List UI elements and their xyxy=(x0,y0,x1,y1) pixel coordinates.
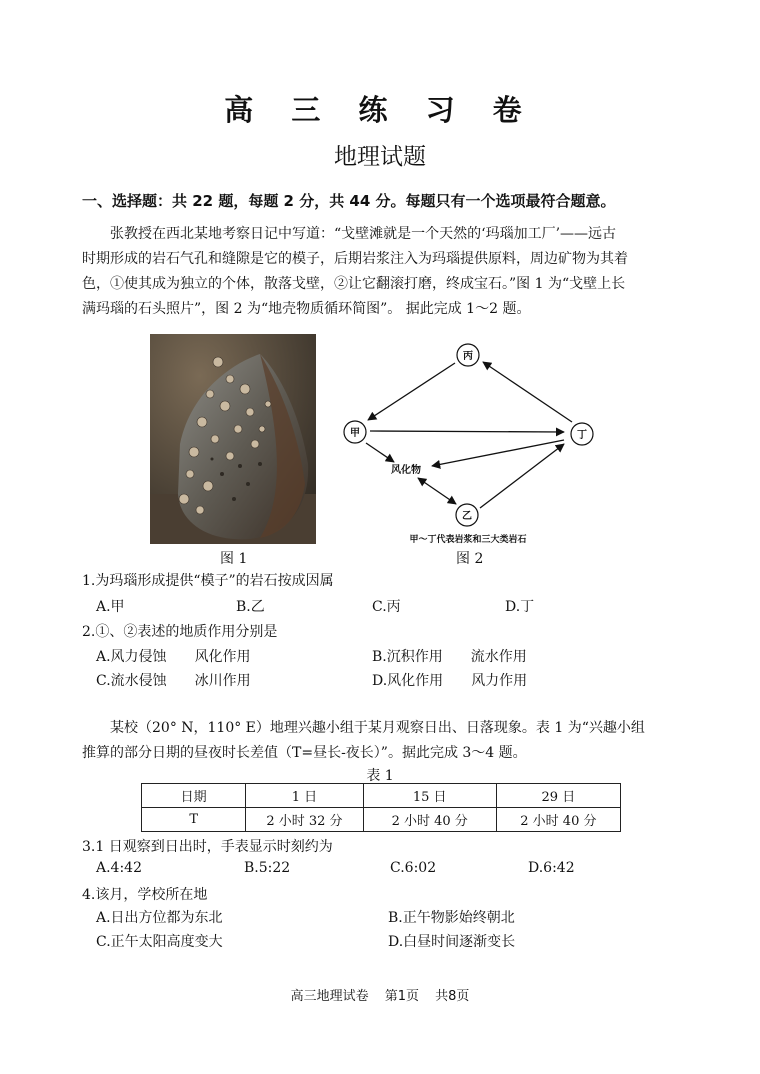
q2-option-b-first: B.沉积作用 xyxy=(372,649,443,665)
table-cell: 15 日 xyxy=(363,784,496,808)
label-ding: 丁 xyxy=(577,430,587,441)
q2-option-d-second: 风力作用 xyxy=(471,673,528,689)
question-2-stem: 2.①、②表述的地质作用分别是 xyxy=(82,624,278,640)
q2-option-a xyxy=(96,646,251,666)
question-1-stem: 1.为玛瑙形成提供“模子”的岩石按成因属 xyxy=(82,573,334,589)
q2-option-b-second: 流水作用 xyxy=(470,649,527,665)
intro-line: 推算的部分日期的昼夜时长差值（T=昼长-夜长）”。据此完成 3～4 题。 xyxy=(82,745,527,761)
intro-line: 某校（20° N，110° E）地理兴趣小组于某月观察日出、日落现象。表 1 为“兴趣小组 xyxy=(110,720,645,736)
figure-1-rock-photo xyxy=(150,334,316,544)
q2-option-a-second: 风化作用 xyxy=(194,649,251,665)
question-4-stem: 4.该月，学校所在地 xyxy=(82,887,208,903)
q1-option-a: A.甲 xyxy=(96,599,125,615)
section-heading: 一、选择题：共 22 题，每题 2 分，共 44 分。每题只有一个选项最符合题意。 xyxy=(82,192,616,210)
page-subtitle: 地理试题 xyxy=(334,144,426,170)
intro-line: 色，①使其成为独立的个体，散落戈壁，②让它翻滚打磨，终成宝石。”图 1 为“戈壁上长 xyxy=(82,276,626,292)
q2-option-c-second: 冰川作用 xyxy=(194,673,251,689)
diagram-note: 甲～丁代表岩浆和三大类岩石 xyxy=(409,535,527,545)
label-jia: 甲 xyxy=(350,428,360,439)
q2-option-c xyxy=(96,670,251,690)
table-cell: 2 小时 32 分 xyxy=(246,808,363,832)
arrow-jia-to-ding xyxy=(370,431,564,432)
question-3-stem: 3.1 日观察到日出时，手表显示时刻约为 xyxy=(82,839,333,855)
q3-option-b: B.5:22 xyxy=(244,860,291,876)
arrow-ding-to-bing xyxy=(483,362,572,422)
q2-option-c-first: C.流水侵蚀 xyxy=(96,673,167,689)
page-title: 高 三 练 习 卷 xyxy=(224,93,536,127)
intro-paragraph-1 xyxy=(82,222,704,322)
q4-option-d: D.白昼时间逐渐变长 xyxy=(388,934,516,950)
table-cell: 日期 xyxy=(142,784,246,808)
q1-option-c: C.丙 xyxy=(372,599,401,615)
q3-option-a: A.4:42 xyxy=(96,860,142,876)
intro-line: 时期形成的岩石气孔和缝隙是它的模子，后期岩浆注入为玛瑙提供原料，周边矿物为其着 xyxy=(82,251,628,267)
table-cell: 2 小时 40 分 xyxy=(496,808,620,832)
q1-option-d: D.丁 xyxy=(505,599,535,615)
q3-option-c: C.6:02 xyxy=(390,860,437,876)
footer-exam-name: 高三地理试卷 xyxy=(290,989,369,1004)
footer-page-number: 第1页 xyxy=(384,989,419,1004)
intro-paragraph-2 xyxy=(82,716,704,766)
table-row xyxy=(142,808,621,832)
arrow-jia-to-weathered xyxy=(366,443,394,462)
label-weathered: 风化物 xyxy=(391,465,421,476)
label-yi: 乙 xyxy=(462,511,472,522)
arrow-bing-to-jia xyxy=(368,363,455,420)
table-cell: 2 小时 40 分 xyxy=(363,808,496,832)
table-cell: T xyxy=(142,808,246,832)
figure-2-rock-cycle-diagram xyxy=(336,336,608,548)
q1-option-b: B.乙 xyxy=(236,599,265,615)
table-header-row xyxy=(142,784,621,808)
footer-page-total: 共8页 xyxy=(435,989,470,1004)
label-bing: 丙 xyxy=(463,351,473,362)
q2-option-d-first: D.风化作用 xyxy=(372,673,444,689)
q4-option-c: C.正午太阳高度变大 xyxy=(96,934,223,950)
rock-image xyxy=(150,334,316,544)
arrow-ding-to-weathered xyxy=(432,440,564,466)
intro-line: 满玛瑙的石头照片”，图 2 为“地壳物质循环简图”。 据此完成 1～2 题。 xyxy=(82,301,531,317)
q4-option-b: B.正午物影始终朝北 xyxy=(388,910,515,926)
intro-line: 张教授在西北某地考察日记中写道：“戈壁滩就是一个天然的‘玛瑙加工厂’——远古 xyxy=(110,226,617,242)
table-1-caption: 表 1 xyxy=(366,768,394,784)
q2-option-b xyxy=(372,646,527,666)
table-cell: 29 日 xyxy=(496,784,620,808)
arrow-weathered-yi xyxy=(418,478,456,504)
q2-option-a-first: A.风力侵蚀 xyxy=(96,649,167,665)
q2-option-d xyxy=(372,670,527,690)
table-1 xyxy=(141,783,621,832)
figure-1-caption: 图 1 xyxy=(220,551,248,567)
figure-2-caption: 图 2 xyxy=(456,551,484,567)
q3-option-d: D.6:42 xyxy=(528,860,575,876)
q4-option-a: A.日出方位都为东北 xyxy=(96,910,223,926)
page-footer xyxy=(0,985,760,1004)
table-cell: 1 日 xyxy=(246,784,363,808)
